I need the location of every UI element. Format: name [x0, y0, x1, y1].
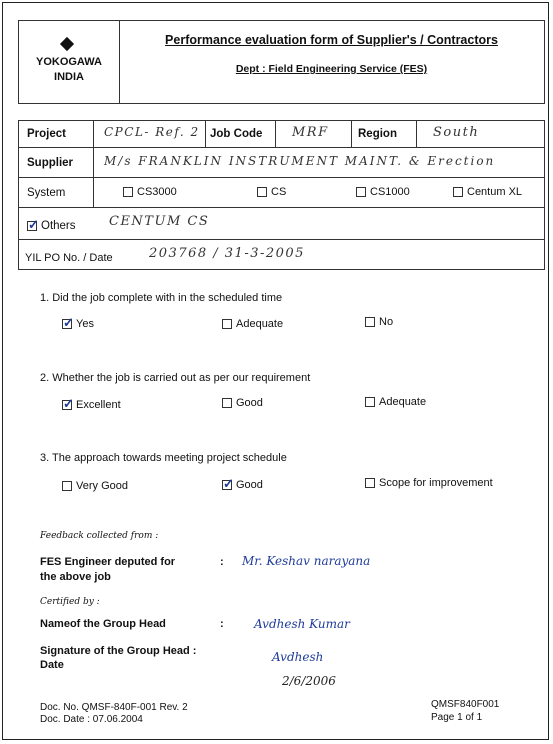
question-1: 1. Did the job complete with in the scheduled time [40, 292, 283, 304]
others-label: Others [41, 220, 76, 232]
diamond-icon [60, 37, 74, 51]
jobcode-value[interactable]: MRF [276, 121, 352, 147]
option-label: No [379, 316, 394, 328]
checkbox[interactable] [222, 398, 232, 408]
engineer-label-line1: FES Engineer deputed for [40, 556, 176, 568]
option-label: Scope for improvement [379, 477, 493, 489]
checkbox[interactable] [453, 187, 463, 197]
certified-by-heading: Certified by : [40, 597, 100, 607]
option-label: Excellent [76, 399, 121, 411]
form-code: QMSF840F001 [431, 699, 500, 710]
others-value[interactable]: CENTUM CS [109, 214, 210, 229]
q1-option-no[interactable] [365, 316, 393, 328]
form-header [18, 20, 545, 104]
date-value[interactable]: 2/6/2006 [282, 674, 336, 688]
company-name: YOKOGAWA [35, 56, 102, 68]
system-option-cs[interactable] [257, 186, 286, 198]
group-head-colon: : [220, 618, 224, 630]
others-row [19, 207, 544, 240]
engineer-value[interactable]: Mr. Keshav narayana [242, 554, 371, 568]
checkbox[interactable] [356, 187, 366, 197]
po-value[interactable]: 203768 / 31-3-2005 [149, 246, 305, 261]
checkbox[interactable] [365, 478, 375, 488]
option-label: CS [271, 186, 287, 198]
system-option-cs1000[interactable] [356, 186, 410, 198]
q2-option-excellent[interactable] [62, 399, 121, 411]
option-label: CS3000 [137, 186, 177, 198]
po-label: YIL PO No. / Date [25, 252, 113, 264]
option-label: Good [236, 479, 263, 491]
q1-option-yes[interactable] [62, 318, 94, 330]
option-label: Adequate [236, 318, 284, 330]
checkbox[interactable] [123, 187, 133, 197]
question-2: 2. Whether the job is carried out as per our requirement [40, 372, 311, 384]
engineer-label-line2: the above job [40, 571, 111, 583]
system-label: System [19, 177, 94, 207]
checkbox-checked[interactable] [62, 400, 72, 410]
option-label: CS1000 [370, 186, 410, 198]
checkbox-checked[interactable] [62, 319, 72, 329]
po-row [19, 239, 544, 269]
jobcode-label: Job Code [206, 121, 276, 147]
q2-option-adequate[interactable] [365, 396, 426, 408]
region-label: Region [352, 121, 417, 147]
others-option[interactable] [27, 220, 76, 232]
department: Dept : Field Engineering Service (FES) [235, 63, 428, 75]
doc-date: Doc. Date : 07.06.2004 [40, 714, 143, 725]
signature-value[interactable]: Avdhesh [272, 650, 324, 664]
q1-option-adequate[interactable] [222, 318, 283, 330]
project-value[interactable]: CPCL- Ref. 2 [94, 121, 206, 147]
project-row [19, 121, 544, 148]
q3-option-scope[interactable] [365, 477, 493, 489]
form-title: Performance evaluation form of Supplier's / Contractors [165, 33, 498, 47]
page-number: Page 1 of 1 [431, 712, 483, 723]
system-option-centum-xl[interactable] [453, 186, 522, 198]
info-table [18, 120, 545, 270]
company-country: INDIA [54, 71, 84, 83]
option-label: Centum XL [467, 186, 523, 198]
option-label: Yes [76, 318, 94, 330]
question-3: 3. The approach towards meeting project schedule [40, 452, 287, 464]
supplier-label: Supplier [19, 147, 94, 177]
feedback-collected-heading: Feedback collected from : [40, 531, 159, 541]
engineer-colon: : [220, 556, 224, 568]
option-label: Very Good [76, 480, 128, 492]
checkbox[interactable] [257, 187, 267, 197]
checkbox-checked[interactable] [27, 221, 37, 231]
project-label: Project [19, 121, 94, 147]
checkbox[interactable] [365, 397, 375, 407]
system-row [19, 177, 544, 208]
region-value[interactable]: South [433, 125, 480, 140]
system-option-cs3000[interactable] [123, 186, 177, 198]
checkbox-checked[interactable] [222, 480, 232, 490]
q3-option-good[interactable] [222, 479, 263, 491]
option-label: Adequate [379, 396, 427, 408]
signature-label: Signature of the Group Head : [40, 645, 197, 657]
option-label: Good [236, 397, 263, 409]
supplier-row [19, 147, 544, 178]
checkbox[interactable] [62, 481, 72, 491]
company-logo [19, 21, 120, 103]
q2-option-good[interactable] [222, 397, 263, 409]
checkbox[interactable] [365, 317, 375, 327]
doc-number: Doc. No. QMSF-840F-001 Rev. 2 [40, 702, 188, 713]
q3-option-very-good[interactable] [62, 480, 128, 492]
checkbox[interactable] [222, 319, 232, 329]
group-head-label: Nameof the Group Head [40, 618, 166, 630]
group-head-value[interactable]: Avdhesh Kumar [254, 617, 350, 631]
supplier-value[interactable]: M/s FRANKLIN INSTRUMENT MAINT. & Erection [104, 154, 496, 168]
date-label: Date [40, 659, 64, 671]
